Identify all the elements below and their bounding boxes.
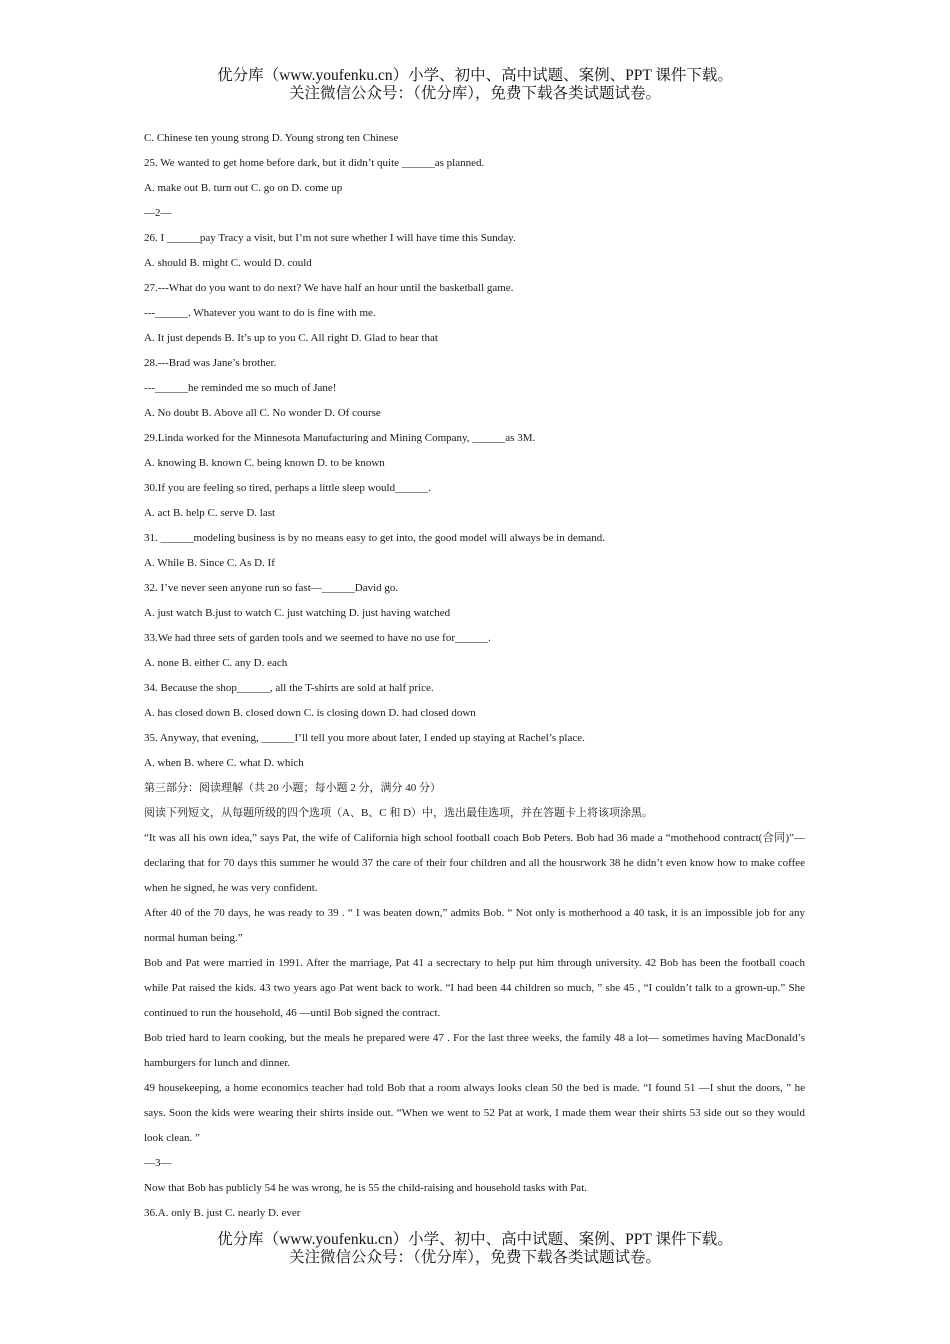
options-27: A. It just depends B. It’s up to you C. All right D. Glad to hear that: [144, 332, 438, 344]
passage-paragraph: 49 housekeeping, a home economics teacher had told Bob that a room always looks clean 50 the bed is made. “I found 51 —I shut the doors, ” he says. Soon the kids were wearing their shirts inside out. “When we went to 52 Pat at work, I made them wear their shirts 53 side out so they would look clean. ”: [144, 1082, 805, 1144]
question-28-reply: ---______he reminded me so much of Jane!: [144, 382, 337, 394]
question-31: 31. ______modeling business is by no means easy to get into, the good model will always be in demand.: [144, 532, 606, 544]
options-36: 36.A. only B. just C. nearly D. ever: [144, 1207, 301, 1219]
page-header: [0, 67, 950, 103]
page-number: —2—: [144, 207, 172, 219]
options-30: A. act B. help C. serve D. last: [144, 507, 276, 519]
section-heading: 第三部分：阅读理解（共 20 小题；每小题 2 分，满分 40 分）: [144, 782, 441, 794]
passage-paragraph: “It was all his own idea,” says Pat, the wife of California high school football coach Bob Peters. Bob had 36 made a “mothehood contract(合同)”—declaring that for 70 days this summer he would 37 the care of their four children and all the housrwork 38 he didn’t even know how to make coffee when he signed, he was very confident.: [144, 832, 805, 894]
question-28: 28.---Brad was Jane’s brother.: [144, 357, 277, 369]
question-34: 34. Because the shop______, all the T-shirts are sold at half price.: [144, 682, 434, 694]
question-30: 30.If you are feeling so tired, perhaps a little sleep would______.: [144, 482, 431, 494]
options-28: A. No doubt B. Above all C. No wonder D. Of course: [144, 407, 381, 419]
options-29: A. knowing B. known C. being known D. to be known: [144, 457, 385, 469]
passage-paragraph: Now that Bob has publicly 54 he was wrong, he is 55 the child-raising and household tasks with Pat.: [144, 1182, 587, 1194]
passage-paragraph: After 40 of the 70 days, he was ready to 39 . “ I was beaten down,” admits Bob. “ Not only is motherhood a 40 task, it is an impossible job for any normal human being.”: [144, 907, 805, 944]
footer-line-2: 关注微信公众号：（优分库），免费下载各类试题试卷。: [288, 1249, 661, 1266]
question-25: 25. We wanted to get home before dark, but it didn’t quite ______as planned.: [144, 157, 485, 169]
passage-paragraph: Bob and Pat were married in 1991. After the marriage, Pat 41 a secrectary to help put him through university. 42 Bob has been the football coach while Pat raised the kids. 43 two years ago Pat went back to work. “I had been 44 children so much, ” she 45 , “I couldn’t talk to a grown-up.” She continued to run the household, 46 —until Bob signed the contract.: [144, 957, 805, 1019]
options-25: A. make out B. turn out C. go on D. come up: [144, 182, 343, 194]
options-34: A. has closed down B. closed down C. is closing down D. had closed down: [144, 707, 476, 719]
page-footer: [0, 1231, 950, 1267]
text-line: C. Chinese ten young strong D. Young strong ten Chinese: [144, 132, 399, 144]
question-29: 29.Linda worked for the Minnesota Manufacturing and Mining Company, ______as 3M.: [144, 432, 536, 444]
header-line-2: 关注微信公众号：（优分库），免费下载各类试题试卷。: [288, 85, 661, 102]
question-26: 26. I ______pay Tracy a visit, but I’m not sure whether I will have time this Sunday.: [144, 232, 516, 244]
question-27: 27.---What do you want to do next? We have half an hour until the basketball game.: [144, 282, 514, 294]
question-33: 33.We had three sets of garden tools and we seemed to have no use for______.: [144, 632, 491, 644]
question-27-reply: ---______. Whatever you want to do is fine with me.: [144, 307, 376, 319]
options-33: A. none B. either C. any D. each: [144, 657, 288, 669]
passage-paragraph: Bob tried hard to learn cooking, but the meals he prepared were 47 . For the last three weeks, the family 48 a lot— sometimes having MacDonald’s hamburgers for lunch and dinner.: [144, 1032, 805, 1069]
question-32: 32. I’ve never seen anyone run so fast—______David go.: [144, 582, 399, 594]
footer-line-1: 优分库（www.youfenku.cn）小学、初中、高中试题、案例、PPT 课件下载。: [217, 1231, 733, 1248]
page-number: —3—: [144, 1157, 172, 1169]
options-35: A. when B. where C. what D. which: [144, 757, 304, 769]
options-32: A. just watch B.just to watch C. just watching D. just having watched: [144, 607, 451, 619]
options-31: A. While B. Since C. As D. If: [144, 557, 275, 569]
options-26: A. should B. might C. would D. could: [144, 257, 312, 269]
page-content: [144, 126, 805, 1226]
question-35: 35. Anyway, that evening, ______I’ll tell you more about later, I ended up staying at Rachel’s place.: [144, 732, 585, 744]
header-line-1: 优分库（www.youfenku.cn）小学、初中、高中试题、案例、PPT 课件下载。: [217, 67, 733, 84]
section-instructions: 阅读下列短文，从每题所级的四个选项（A、B、C 和 D）中，选出最佳选项，并在答题卡上将该项涂黑。: [144, 807, 654, 819]
